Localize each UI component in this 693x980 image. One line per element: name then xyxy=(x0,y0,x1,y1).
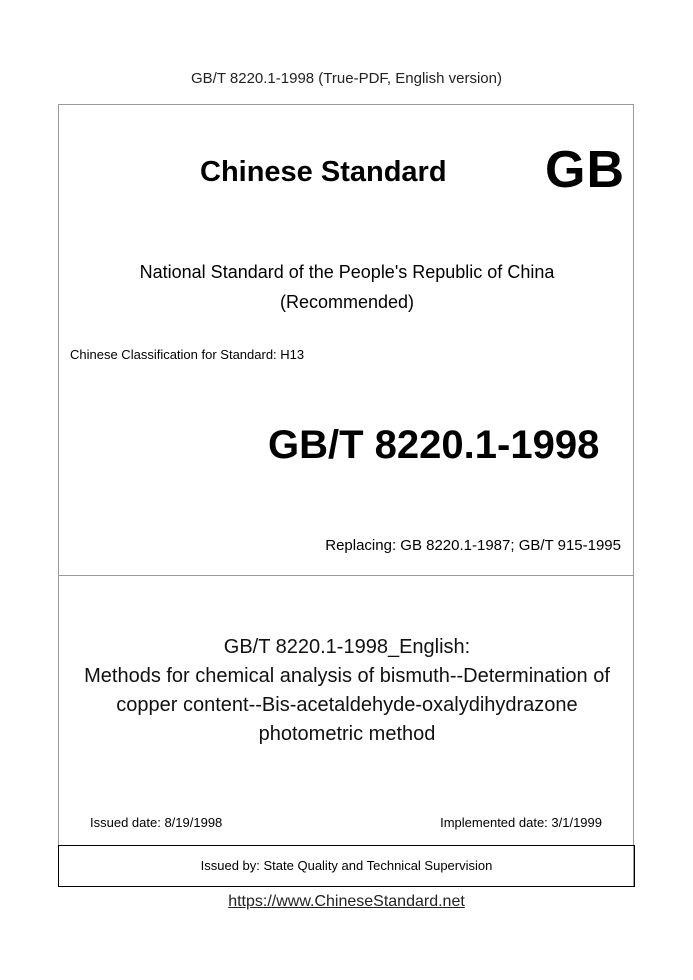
replacing-text: Replacing: GB 8220.1-1987; GB/T 915-1995 xyxy=(325,537,621,554)
cover-frame xyxy=(58,104,634,887)
classification-text: Chinese Classification for Standard: H13 xyxy=(70,347,305,362)
document-title-line: GB/T 8220.1-1998_English: xyxy=(223,636,471,658)
implemented-date: Implemented date: 3/1/1999 xyxy=(440,815,602,830)
document-title-line: photometric method xyxy=(258,723,436,745)
recommended-line: (Recommended) xyxy=(279,292,415,312)
section-divider xyxy=(58,575,634,576)
issued-by-box xyxy=(58,845,635,887)
document-title-line: Methods for chemical analysis of bismuth--Determination of xyxy=(84,665,610,687)
issued-date: Issued date: 8/19/1998 xyxy=(90,815,223,830)
cover-title: Chinese Standard xyxy=(200,156,447,188)
document-title xyxy=(60,633,634,749)
page-header: GB/T 8220.1-1998 (True-PDF, English version) xyxy=(191,70,502,87)
gb-badge: GB xyxy=(545,141,625,199)
national-standard-caption xyxy=(60,257,634,317)
national-standard-line: National Standard of the People's Republic of China xyxy=(139,262,555,282)
standard-number: GB/T 8220.1-1998 xyxy=(268,423,600,467)
issued-by-text: Issued by: State Quality and Technical Supervision xyxy=(200,858,493,873)
website-link[interactable]: https://www.ChineseStandard.net xyxy=(228,893,465,910)
document-title-line: copper content--Bis-acetaldehyde-oxalydihydrazone xyxy=(116,694,578,716)
